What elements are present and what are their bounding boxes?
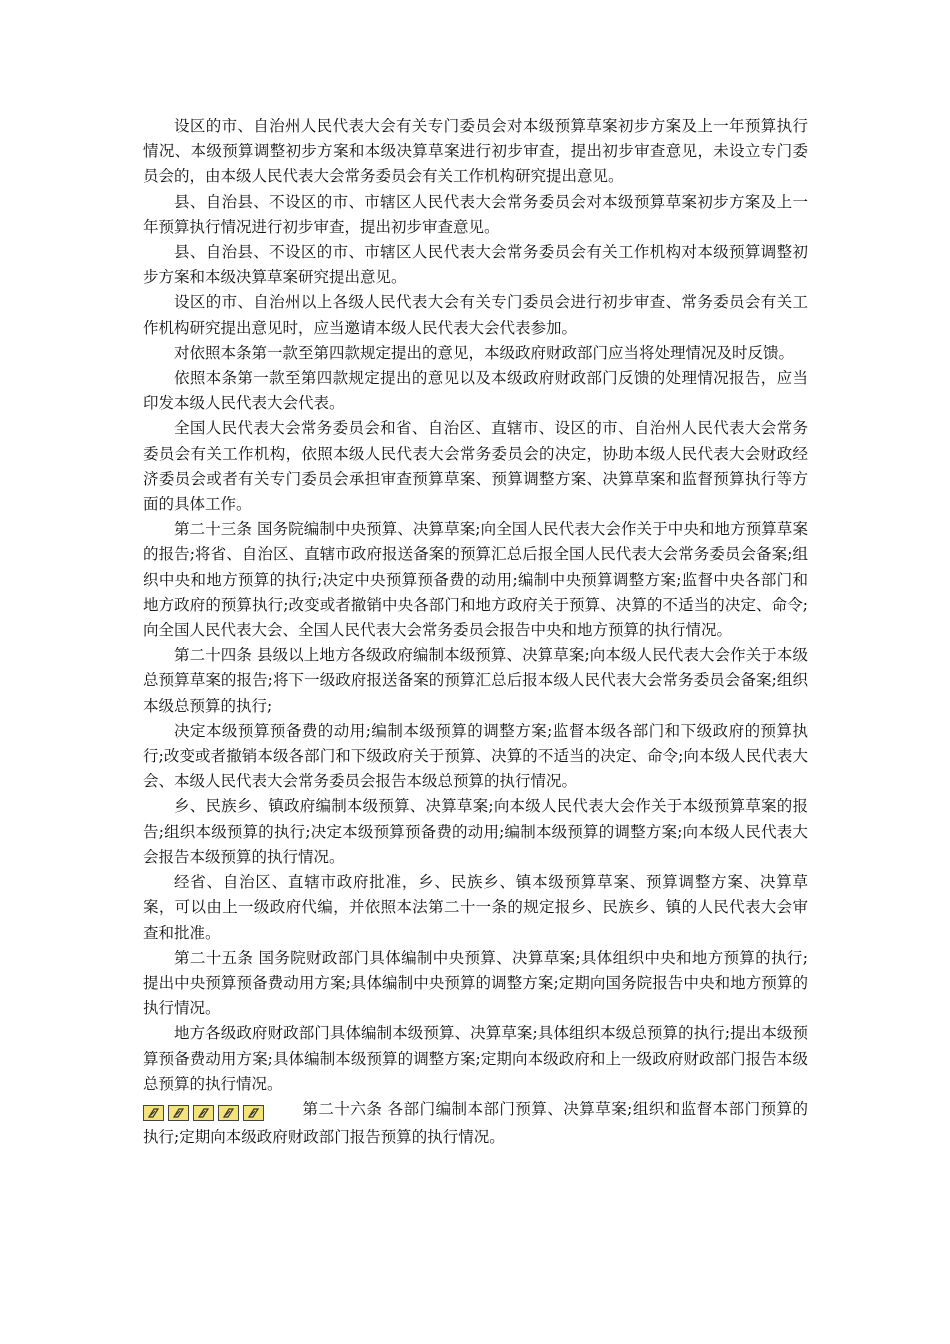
paragraph-1: 设区的市、自治州人民代表大会有关专门委员会对本级预算草案初步方案及上一年预算执行情况、本级预算调整初步方案和本级决算草案进行初步审查，提出初步审查意见，未设立专门委员会的，由本级人民代表大会常务委员会有关工作机构研究提出意见。 bbox=[143, 117, 808, 186]
paragraph-2: 县、自治县、不设区的市、市辖区人民代表大会常务委员会对本级预算草案初步方案及上一年预算执行情况进行初步审查，提出初步审查意见。 bbox=[143, 192, 808, 236]
paragraph-4: 设区的市、自治州以上各级人民代表大会有关专门委员会进行初步审查、常务委员会有关工作机构研究提出意见时，应当邀请本级人民代表大会代表参加。 bbox=[143, 293, 808, 337]
clip-icon bbox=[168, 1105, 189, 1121]
article-23: 第二十三条 国务院编制中央预算、决算草案;向全国人民代表大会作关于中央和地方预算草案的报告;将省、自治区、直辖市政府报送备案的预算汇总后报全国人民代表大会常务委员会备案;组织中央和地方预算的执行;决定中央预算预备费的动用;编制中央预算调整方案;监督中央各部门和地方政府的预算执行;改变或者撤销中央各部门和地方政府关于预算、决算的不适当的决定、命令;向全国人民代表大会、全国人民代表大会常务委员会报告中央和地方预算的执行情况。 bbox=[143, 520, 808, 640]
article-24: 第二十四条 县级以上地方各级政府编制本级预算、决算草案;向本级人民代表大会作关于本级总预算草案的报告;将下一级政府报送备案的预算汇总后报本级人民代表大会常务委员会备案;组织本级总预算的执行; bbox=[143, 646, 808, 715]
paragraph-11: 乡、民族乡、镇政府编制本级预算、决算草案;向本级人民代表大会作关于本级预算草案的报告;组织本级预算的执行;决定本级预算预备费的动用;编制本级预算的调整方案;向本级人民代表大会报告本级预算的执行情况。 bbox=[143, 797, 808, 866]
clip-icon bbox=[218, 1105, 239, 1121]
article-26-paragraph bbox=[143, 1097, 808, 1150]
paragraph-7: 全国人民代表大会常务委员会和省、自治区、直辖市、设区的市、自治州人民代表大会常务委员会有关工作机构，依照本级人民代表大会常务委员会的决定，协助本级人民代表大会财政经济委员会或者有关专门委员会承担审查预算草案、预算调整方案、决算草案和监督预算执行等方面的具体工作。 bbox=[143, 419, 808, 514]
paragraph-6: 依照本条第一款至第四款规定提出的意见以及本级政府财政部门反馈的处理情况报告，应当印发本级人民代表大会代表。 bbox=[143, 369, 808, 413]
clip-icon bbox=[143, 1105, 164, 1121]
clip-icon bbox=[193, 1105, 214, 1121]
paragraph-3: 县、自治县、不设区的市、市辖区人民代表大会常务委员会有关工作机构对本级预算调整初步方案和本级决算草案研究提出意见。 bbox=[143, 243, 808, 287]
article-26: 第二十六条 各部门编制本部门预算、决算草案;组织和监督本部门预算的执行;定期向本级政府财政部门报告预算的执行情况。 bbox=[143, 1099, 808, 1147]
article-25: 第二十五条 国务院财政部门具体编制中央预算、决算草案;具体组织中央和地方预算的执行;提出中央预算预备费动用方案;具体编制中央预算的调整方案;定期向国务院报告中央和地方预算的执行情况。 bbox=[143, 948, 808, 1018]
paragraph-5: 对依照本条第一款至第四款规定提出的意见，本级政府财政部门应当将处理情况及时反馈。 bbox=[174, 343, 795, 362]
clip-icon bbox=[243, 1105, 264, 1121]
paragraph-10: 决定本级预算预备费的动用;编制本级预算的调整方案;监督本级各部门和下级政府的预算执行;改变或者撤销本级各部门和下级政府关于预算、决算的不适当的决定、命令;向本级人民代表大会、本级人民代表大会常务委员会报告本级总预算的执行情况。 bbox=[143, 721, 808, 791]
paragraph-14: 地方各级政府财政部门具体编制本级预算、决算草案;具体组织本级总预算的执行;提出本级预算预备费动用方案;具体编制本级预算的调整方案;定期向本级政府和上一级政府财政部门报告本级总预算的执行情况。 bbox=[143, 1024, 808, 1093]
paragraph-12: 经省、自治区、直辖市政府批准，乡、民族乡、镇本级预算草案、预算调整方案、决算草案，可以由上一级政府代编，并依照本法第二十一条的规定报乡、民族乡、镇的人民代表大会审查和批准。 bbox=[143, 873, 808, 942]
document-body bbox=[143, 114, 808, 1150]
clip-icon-row bbox=[143, 1100, 268, 1125]
